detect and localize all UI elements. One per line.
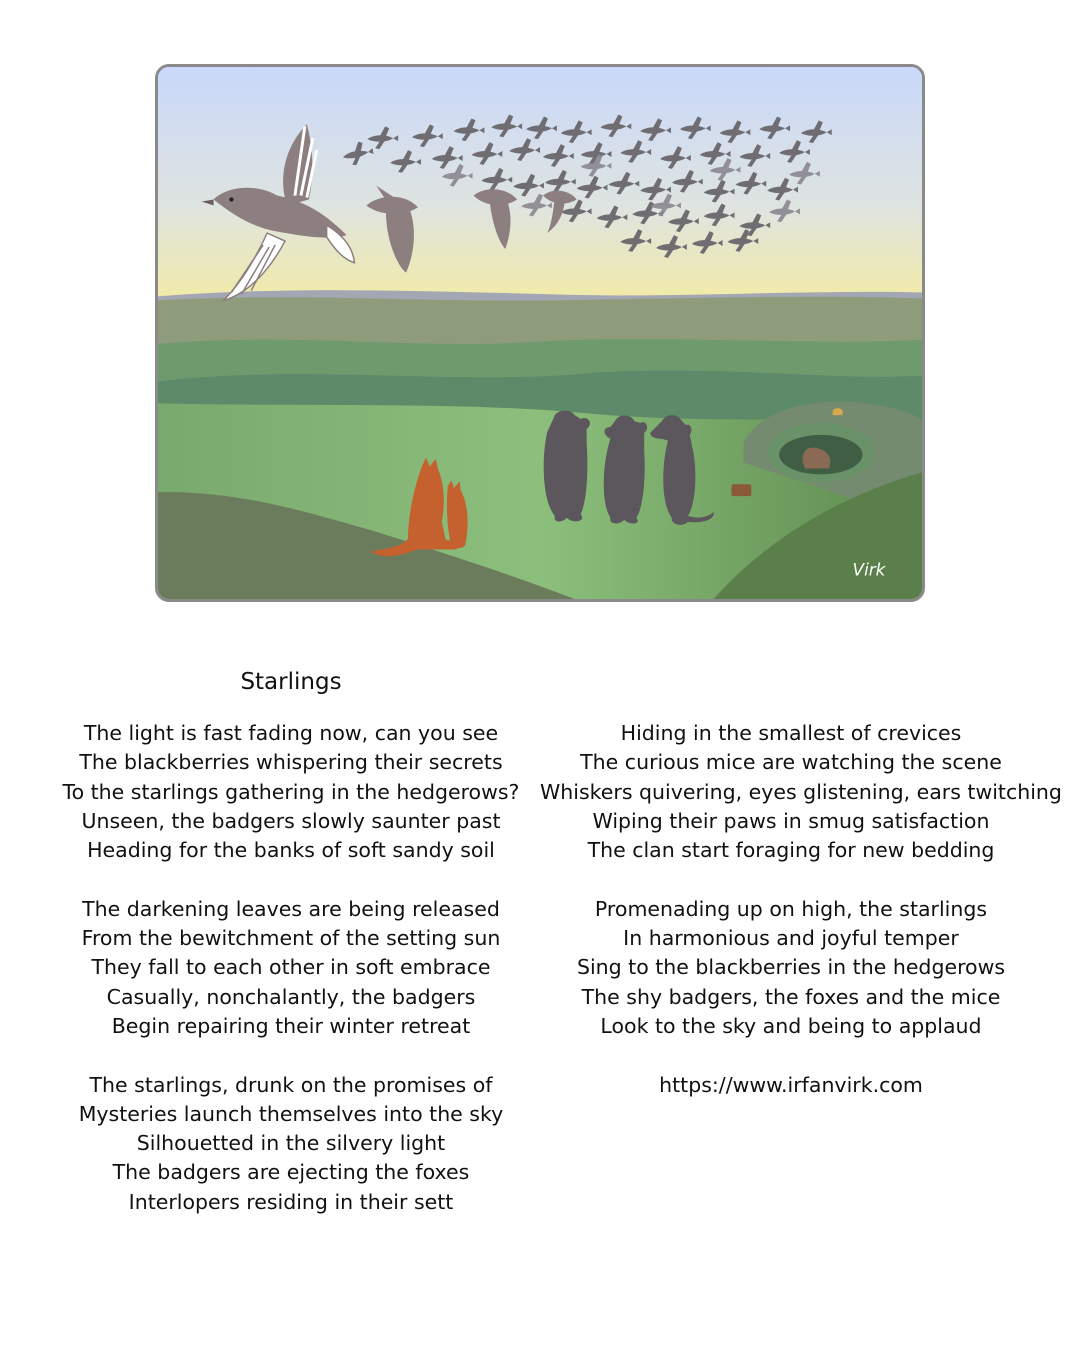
poem-line: Mysteries launch themselves into the sky [78, 1101, 504, 1126]
stanza-4 [540, 719, 1062, 865]
bedding-pile [731, 484, 751, 496]
poem-line: Begin repairing their winter retreat [111, 1013, 471, 1038]
poem-line: Wiping their paws in smug satisfaction [592, 808, 990, 833]
poem-line: Heading for the banks of soft sandy soil [87, 838, 495, 863]
poem-left-column [50, 719, 532, 1246]
artist-signature: Virk [852, 559, 886, 580]
poem-line: Sing to the blackberries in the hedgerows [576, 955, 1006, 980]
poem-line: Whiskers quivering, eyes glistening, ears twitching [540, 779, 1062, 804]
poem-line: The shy badgers, the foxes and the mice [581, 984, 1001, 1009]
poem-line: The badgers are ejecting the foxes [112, 1160, 470, 1185]
poem-line: From the bewitchment of the setting sun [81, 926, 501, 951]
stanza-2 [50, 895, 532, 1041]
poem-line: Unseen, the badgers slowly saunter past [81, 808, 501, 833]
poem-line: Promenading up on high, the starlings [594, 896, 988, 921]
poem-line: The darkening leaves are being released [82, 896, 500, 921]
stanza-5 [540, 895, 1042, 1041]
poem-line: Silhouetted in the silvery light [136, 1131, 446, 1156]
stanza-3 [50, 1071, 532, 1217]
poem-title: Starlings [240, 669, 342, 695]
poem-line: The starlings, drunk on the promises of [89, 1072, 493, 1097]
poem-line: The curious mice are watching the scene [580, 750, 1002, 775]
poem-line: The clan start foraging for new bedding [587, 838, 995, 863]
badgers [544, 411, 714, 525]
website-link[interactable]: https://www.irfanvirk.com [659, 1072, 923, 1097]
poem-right-column [540, 719, 1062, 1100]
poem-line: To the starlings gathering in the hedgerows? [62, 779, 520, 804]
poem-line: Hiding in the smallest of crevices [620, 721, 962, 745]
stanza-1 [50, 719, 532, 865]
poem-line: They fall to each other in soft embrace [91, 955, 491, 980]
poem-line: The blackberries whispering their secrets [79, 750, 503, 775]
illustration-frame [155, 64, 925, 602]
poem-line: Interlopers residing in their sett [128, 1189, 454, 1214]
poem-line: In harmonious and joyful temper [623, 926, 959, 951]
poem-line: Casually, nonchalantly, the badgers [106, 984, 476, 1009]
poem-line: Look to the sky and being to applaud [600, 1013, 982, 1038]
poem-line: The light is fast fading now, can you see [83, 721, 499, 745]
landscape-illustration [158, 67, 922, 599]
